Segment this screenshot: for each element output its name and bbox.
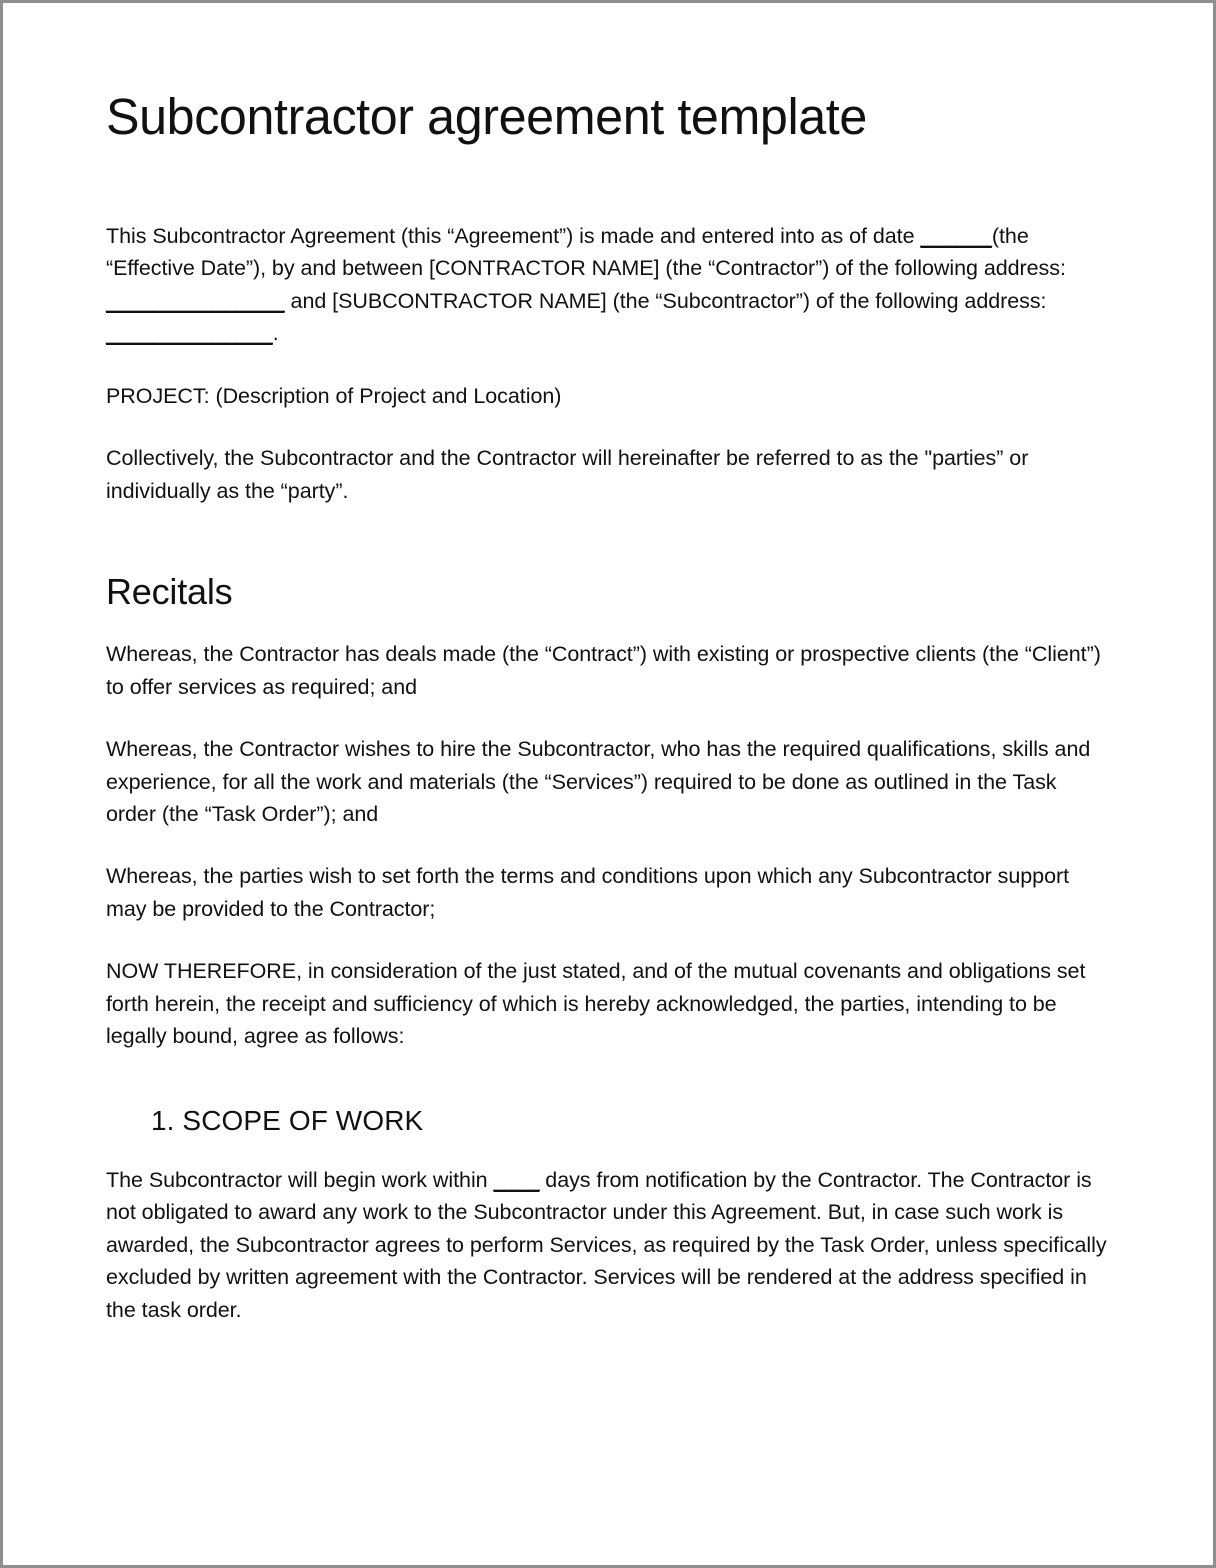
effective-date-blank: ______	[920, 224, 992, 249]
recitals-paragraph-1: Whereas, the Contractor has deals made (the “Contract”) with existing or prospective clients (the “Client”) to offer services as required; and	[106, 642, 1101, 699]
recitals-heading: Recitals	[106, 570, 233, 612]
page-title: Subcontractor agreement template	[106, 88, 867, 145]
spacer	[106, 1052, 1112, 1104]
intro-text-part-1: This Subcontractor Agreement (this “Agreement”) is made and entered into as of date	[106, 224, 921, 249]
spacer	[106, 612, 1112, 638]
days-blank: ____	[493, 1167, 540, 1192]
intro-text-part-2: (the “Effective Date”), by and between [CONTRACTOR NAME] (the “Contractor”) of the following address:	[106, 224, 1066, 281]
intro-text-part-3: and [SUBCONTRACTOR NAME] (the “Subcontractor”) of the following address:	[284, 288, 1047, 313]
page-sheet	[3, 3, 1213, 1565]
spacer	[106, 350, 1112, 380]
scope-text-part-2: days from notification by the Contractor. The Contractor is not obligated to award any work to the Subcontractor under this Agreement. But, in case such work is awarded, the Subcontractor agrees to perform Services, as required by the Task Order, unless specifically excluded by written agreement with the Contractor. Services will be rendered at the address specified in the task order.	[106, 1167, 1107, 1322]
recitals-paragraph-2: Whereas, the Contractor wishes to hire the Subcontractor, who has the required qualifications, skills and experience, for all the work and materials (the “Services”) required to be done as outlined in the Task order (the “Task Order”); and	[106, 737, 1091, 826]
spacer	[106, 412, 1112, 442]
spacer	[106, 830, 1112, 860]
recitals-paragraph-3: Whereas, the parties wish to set forth the terms and conditions upon which any Subcontractor support may be provided to the Contractor;	[106, 864, 1070, 921]
intro-paragraph	[106, 220, 1112, 350]
spacer	[106, 1138, 1112, 1164]
project-line: PROJECT: (Description of Project and Location)	[106, 383, 562, 408]
recitals-paragraph-4: NOW THEREFORE, in consideration of the just stated, and of the mutual covenants and obligations set forth herein, the receipt and sufficiency of which is hereby acknowledged, the parties, intending to be legally bound, agree as follows:	[106, 959, 1086, 1048]
spacer	[106, 507, 1112, 571]
scope-of-work-paragraph	[106, 1164, 1112, 1326]
spacer	[106, 144, 1112, 220]
collectively-paragraph: Collectively, the Subcontractor and the Contractor will hereinafter be referred to as the "parties” or individually as the “party”.	[106, 446, 1029, 503]
subcontractor-address-blank: ______________	[106, 321, 273, 346]
spacer	[106, 925, 1112, 955]
spacer	[106, 703, 1112, 733]
intro-text-part-4: .	[272, 321, 279, 346]
scope-text-part-1: The Subcontractor will begin work within	[106, 1167, 494, 1192]
document-content	[106, 89, 1112, 1326]
contractor-address-blank: _______________	[106, 288, 285, 313]
scope-of-work-heading: 1. SCOPE OF WORK	[151, 1105, 424, 1137]
